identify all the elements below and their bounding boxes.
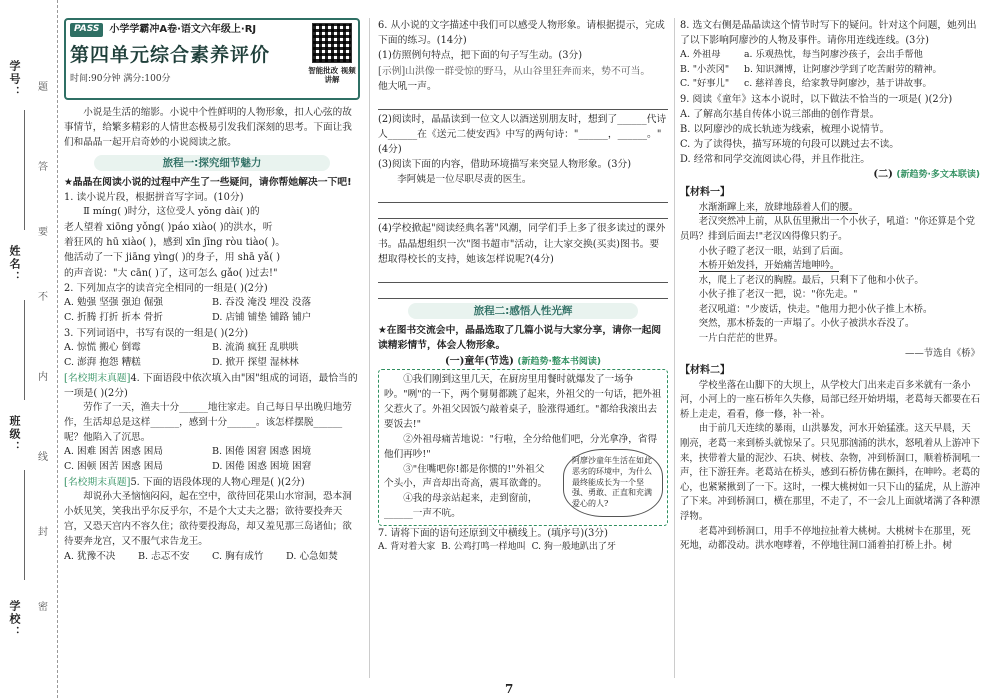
option[interactable]: B. 忐忑不安 bbox=[138, 550, 190, 562]
question-3 bbox=[64, 326, 360, 371]
material-paragraph: 老汉吼道："少废话，快走。"他用力把小伙子推上木桥。 bbox=[698, 303, 933, 315]
series-name: 小学学霸冲A卷·语文六年级上·RJ bbox=[109, 24, 257, 35]
sub-question[interactable]: (2)阅读时，晶晶读到一位文人以酒送别朋友时，想到了______代诗人______在《送元二使安西》中写的两句诗："______，______。"(4分) bbox=[378, 113, 667, 156]
question-8 bbox=[680, 18, 980, 92]
question-2 bbox=[64, 281, 360, 326]
trend-badge: (新趋势·多文本联读) bbox=[896, 170, 980, 181]
example-sentence: [示例]山洪像一群受惊的野马，从山谷里狂奔而来，势不可当。 bbox=[378, 65, 651, 77]
match-right-item[interactable]: a. 乐观热忱，每当阿廖沙孩子，会出手帮他 bbox=[744, 49, 923, 61]
option[interactable]: A. 困难 困苦 困惑 困局 bbox=[64, 446, 163, 458]
name-label: 姓名： bbox=[8, 245, 22, 284]
option[interactable]: B. 流淌 疯狂 乱哄哄 bbox=[212, 341, 299, 353]
source-sentence: 李阿姨是一位尽职尽责的医生。 bbox=[397, 173, 532, 185]
question-stem: 1. 读小说片段，根据拼音写字词。(10分) bbox=[64, 192, 244, 204]
material-paragraph: 一片白茫茫的世界。 bbox=[698, 333, 784, 345]
school-label: 学校： bbox=[8, 600, 22, 639]
material-paragraph: 由于前几天连续的暴雨，山洪暴发，河水开始猛涨。这天早晨，天刚亮，老葛一来到桥头就惊呆了。只见那汹涌的洪水，怒吼着从上游冲下来，挟带着大量的泥沙、石块、树枝、杂物，冲到桥洞口，顺着桥洞吼一声，往下游狂奔。老葛站在桥头，感到石桥仿佛在颤抖，在呻吟。老葛的心，也紧紧揪到了一下。这时，一棵大桃树如一只下山的猛虎，从上游冲了下来。冲到桥洞口，横在那里，不走了，不一会儿上面就堵满了各种漂浮物。 bbox=[680, 423, 980, 522]
material-paragraph: 小伙子瞪了老汉一眼，站到了后面。 bbox=[698, 245, 849, 257]
exam-header bbox=[64, 18, 360, 100]
seal-mark: 题 bbox=[38, 82, 48, 93]
option[interactable]: C. 折腾 打折 折本 骨折 bbox=[64, 311, 163, 323]
name-line bbox=[24, 110, 25, 230]
pinyin-line[interactable]: 着狂风的 hū xiào( )，感到 xīn jīng ròu tiào( )。 bbox=[64, 237, 286, 249]
option[interactable]: D. 掀开 探望 湿林林 bbox=[212, 356, 299, 368]
material-paragraph: 学校坐落在山脚下的大坝上，从学校大门出来走百多米就有一条小河，小河上的一座石桥年久失修，局部已经开始坍塌，老葛每天都要在石桥上走走，看看，修一修，补一补。 bbox=[680, 379, 980, 420]
trend-badge: (新趋势·整本书阅读) bbox=[517, 356, 602, 367]
story-paragraph: ③"住嘴吧你!都是你惯的!"外祖父个头小，声音却出奇高，震耳欲聋的。 bbox=[384, 463, 548, 490]
material-label: 【材料一】 bbox=[680, 187, 730, 199]
question-1 bbox=[64, 190, 360, 281]
material-paragraph: 木桥开始发抖，开始痛苦地呻吟。 bbox=[698, 260, 840, 272]
material-paragraph: 水渐渐蹿上来，放肆地舔着人们的腰。 bbox=[698, 201, 859, 213]
option[interactable]: C. 困顿 困苦 困惑 困局 bbox=[64, 461, 163, 473]
pinyin-line[interactable]: Ⅱ míng( )时分，这位受人 yǒng dài( )的 bbox=[83, 206, 260, 218]
material-paragraph: 老汉突然冲上前，从队伍里揪出一个小伙子，吼道："你还算是个党员吗？排到后面去!"老汉凶得像只豹子。 bbox=[680, 216, 975, 243]
column-3 bbox=[680, 18, 980, 554]
question-7 bbox=[378, 526, 668, 555]
material-paragraph: 小伙子推了老汉一把，说："你先走。" bbox=[698, 289, 858, 301]
seal-mark: 要 bbox=[38, 227, 48, 238]
column-2 bbox=[378, 18, 668, 555]
page-title: 第四单元综合素养评价 bbox=[70, 43, 271, 66]
question-stem: 8. 选文右侧是晶晶读这个情节时写下的疑问。针对这个问题，她列出了以下影响阿廖沙的人物及事件。请你用连线连线。(3分) bbox=[680, 20, 977, 47]
option[interactable]: C. 胸有成竹 bbox=[212, 550, 264, 562]
thought-bubble: 阿廖沙童年生活在如此恶劣的环境中，为什么最终能成长为一个坚强、勇敢、正直和充满爱心的人? bbox=[563, 449, 663, 517]
question-4 bbox=[64, 371, 360, 476]
column-divider bbox=[674, 18, 675, 678]
question-9 bbox=[680, 92, 980, 168]
option[interactable]: B. 困倦 困窘 困惑 困境 bbox=[212, 446, 312, 458]
section-heading: 旅程二:感悟人性光辉 bbox=[408, 303, 638, 319]
qr-caption: 智能批改 视频讲解 bbox=[308, 66, 356, 85]
option[interactable]: B. 吞没 淹没 埋没 没落 bbox=[212, 296, 312, 308]
option[interactable]: C. 为了读得快，描写环境的句段可以跳过去不读。 bbox=[680, 139, 900, 151]
option[interactable]: D. 困倦 困惑 困境 困窘 bbox=[212, 461, 312, 473]
option[interactable]: A. 惊慌 搬心 倒霉 bbox=[64, 341, 141, 353]
column-divider bbox=[369, 18, 370, 678]
page-number: 7 bbox=[505, 682, 514, 696]
question-stem: 7. 请将下面的语句还原到文中横线上。(填序号)(3分) bbox=[378, 528, 608, 540]
question-6 bbox=[378, 18, 668, 299]
source-sentence: 他大吼一声。 bbox=[378, 80, 437, 92]
story-paragraph: ①我们刚到这里几天，在厨房里用餐时就爆发了一场争吵。"咧"的一下，两个舅舅都跳了起来，外祖父的一句话，把外祖父惹火了。外祖父因饭勺敲着桌子，脸涨得通红。"都给我滚出去要饭去!" bbox=[384, 374, 662, 431]
answer-line[interactable] bbox=[378, 269, 668, 283]
exam-meta: 时间:90分钟 满分:100分 bbox=[70, 73, 171, 84]
seal-mark: 内 bbox=[38, 372, 48, 383]
answer-line[interactable] bbox=[378, 285, 668, 299]
question-stem: 3. 下列词语中，书写有误的一组是( )(2分) bbox=[64, 327, 249, 339]
question-stem: 4. 下面语段中依次填入由"困"组成的词语，最恰当的一项是( )(2分) bbox=[64, 372, 358, 399]
option[interactable]: A. 了解高尔基自传体小说三部曲的创作背景。 bbox=[680, 108, 880, 120]
option[interactable]: D. 店铺 铺垫 铺路 铺户 bbox=[212, 311, 312, 323]
question-passage: 劳作了一天，渔夫十分______地往家走。自己每日早出晚归地劳作，生活却总是这样______，感到十分______。该怎样摆脱______呢？他陷入了沉思。 bbox=[64, 401, 352, 443]
qr-code-icon[interactable] bbox=[312, 23, 352, 63]
part-title: (二) bbox=[873, 169, 893, 181]
exam-tag: [名校期末真题] bbox=[64, 477, 131, 489]
sub-question: (3)阅读下面的内容，借助环境描写来突显人物形象。(3分) bbox=[378, 159, 632, 171]
match-right-item[interactable]: b. 知识渊博，让阿廖沙学到了吃苦耐劳的精神。 bbox=[744, 63, 942, 75]
material-paragraph: 水，爬上了老汉的胸膛。最后，只剩下了他和小伙子。 bbox=[698, 274, 924, 286]
question-stem: 9. 阅读《童年》这本小说时，以下做法不恰当的一项是( )(2分) bbox=[680, 93, 953, 105]
intro-paragraph: 小说是生活的缩影。小说中个性鲜明的人物形象，扣人心弦的故事情节，给繁多精彩的人情世态极易引发我们深刻的思考。下面让我们和晶晶一起开启奇妙的小说阅读之旅。 bbox=[64, 107, 352, 148]
option[interactable]: B. 以阿廖沙的成长轨迹为线索，梳理小说情节。 bbox=[680, 123, 890, 135]
material-source: ——节选自《桥》 bbox=[904, 347, 980, 359]
match-left-item[interactable]: C. "好事儿" bbox=[680, 78, 730, 90]
option[interactable]: A. 背对着大家 bbox=[378, 542, 436, 553]
column-1 bbox=[64, 18, 360, 565]
story-paragraph: ②外祖母痛苦地说："行啦，全分给他们吧，分光拿净，省得他们再吵!" bbox=[384, 433, 658, 460]
question-passage: 却说孙大圣恼恼闷闷，起在空中，欲待回花果山水帘洞，恐本洞小妖见笑，笑我出乎尔反乎尔，不是个大丈夫之器；欲待要投奔天宫，又恐天宫内不容久住；欲待要投海岛，却又羞见那三岛诸仙；欲待要奔龙宫，又不服气求告龙王。 bbox=[64, 491, 352, 547]
option[interactable]: A. 勉强 坚强 强迫 倔强 bbox=[64, 296, 163, 308]
section-heading: 旅程一:探究细节魅力 bbox=[94, 155, 330, 171]
seal-mark: 不 bbox=[38, 292, 48, 303]
pinyin-line[interactable]: 老人望着 xiōng yǒng( )páo xiào( )的洪水，听 bbox=[64, 222, 273, 234]
question-5 bbox=[64, 475, 360, 564]
class-line bbox=[24, 300, 25, 400]
match-left-item[interactable]: A. 外祖母 bbox=[680, 49, 721, 61]
task-instruction: ★在图书交流会中，晶晶选取了几篇小说与大家分享，请你一起阅读精彩情节，体会人物形象。 bbox=[378, 325, 662, 352]
answer-line[interactable] bbox=[378, 205, 668, 219]
student-id-label: 学号： bbox=[8, 60, 22, 99]
match-right-item[interactable]: c. 慈祥善良，给家教导阿廖沙，基于讲故事。 bbox=[744, 78, 932, 90]
sub-question: (4)学校掀起"阅读经典名著"风潮，同学们手上多了很多读过的课外书。晶晶想组织一次"图书超市"活动，让大家交换(买卖)图书。要想取得校长的支持，她该怎样说呢?(4分) bbox=[378, 223, 666, 265]
material-label: 【材料二】 bbox=[680, 365, 730, 377]
option[interactable]: B. 公鸡打鸣一样地叫 bbox=[441, 542, 526, 553]
brand-logo: PASS bbox=[70, 23, 103, 37]
exam-tag: [名校期末真题] bbox=[64, 372, 131, 384]
sub-question: (1)仿照例句特点，把下面的句子写生动。(3分) bbox=[378, 50, 583, 62]
story-excerpt bbox=[378, 369, 668, 526]
reading-part-title bbox=[378, 354, 668, 370]
question-stem: 5. 下面的语段体现的人物心理是( )(2分) bbox=[130, 477, 305, 489]
answer-line[interactable] bbox=[378, 189, 668, 203]
pinyin-line[interactable]: 的声音说："大 cān( )了，这可怎么 ɡǎo( )过去!" bbox=[64, 267, 278, 279]
task-instruction: ★晶晶在阅读小说的过程中产生了一些疑问，请你帮她解决一下吧! bbox=[64, 176, 352, 188]
seal-mark: 封 bbox=[38, 527, 48, 538]
option[interactable]: C. 狗一般地趴出了牙 bbox=[531, 542, 616, 553]
seal-mark: 密 bbox=[38, 602, 48, 613]
school-line bbox=[24, 470, 25, 580]
part-title: (一)童年(节选) bbox=[444, 355, 514, 367]
option[interactable]: A. 犹豫不决 bbox=[64, 550, 116, 562]
option[interactable]: C. 澎湃 抱怨 糟糕 bbox=[64, 356, 141, 368]
binding-strip bbox=[0, 0, 58, 698]
pinyin-line[interactable]: 他活动了一下 jiāng yìng( )的身子，用 shā yǎ( ) bbox=[64, 252, 281, 264]
option[interactable]: D. 经常和同学交流阅读心得，并且作批注。 bbox=[680, 154, 871, 166]
match-left-item[interactable]: B. "小茨冈" bbox=[680, 63, 730, 75]
question-stem: 2. 下列加点字的读音完全相同的一组是( )(2分) bbox=[64, 282, 268, 294]
question-stem: 6. 从小说的文字描述中我们可以感受人物形象。请根据提示，完成下面的练习。(14分) bbox=[378, 20, 665, 47]
material-paragraph: 老葛冲到桥洞口，用手不停地拉扯着大桃树。大桃树卡在那里，死死地，动都没动。洪水咆哮着，不停地往洞口涌着拍打桥上扑。树 bbox=[680, 525, 971, 552]
seal-mark: 线 bbox=[38, 452, 48, 463]
class-label: 班级： bbox=[8, 415, 22, 454]
reading-part-title bbox=[680, 167, 980, 183]
seal-mark: 答 bbox=[38, 162, 48, 173]
material-paragraph: 突然，那木桥轰的一声塌了。小伙子被洪水吞没了。 bbox=[698, 318, 915, 330]
option[interactable]: D. 心急如焚 bbox=[286, 550, 338, 562]
answer-line[interactable] bbox=[378, 96, 668, 110]
story-paragraph: ④我的母亲站起来，走到窗前，______一声不吭。 bbox=[384, 493, 538, 520]
